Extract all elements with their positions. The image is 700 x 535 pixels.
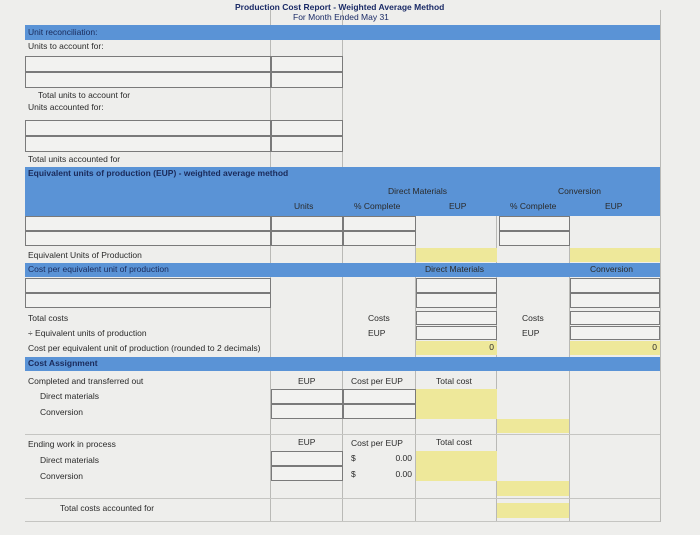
ending-dm-cost-per-eup-value: 0.00 (395, 453, 412, 463)
conversion-header: Conversion (558, 186, 601, 196)
eup-heading: Equivalent units of production (EUP) - weighted average method (28, 168, 289, 178)
unit-reconciliation-heading: Unit reconciliation: (28, 27, 98, 37)
cost-row2-conv-input[interactable] (570, 293, 660, 308)
ending-total-cost-header: Total cost (436, 437, 472, 447)
completed-conv-total-yellow (416, 404, 497, 419)
completed-conv-eup-input[interactable] (271, 404, 343, 419)
conv-eup-label: EUP (522, 328, 540, 338)
ending-conv-eup-input[interactable] (271, 466, 343, 481)
conv-costs-label: Costs (522, 313, 544, 323)
row-separator (25, 498, 660, 499)
eup-row1-label-input[interactable] (25, 216, 271, 231)
ending-dm-eup-input[interactable] (271, 451, 343, 466)
completed-conv-cost-per-eup-input[interactable] (343, 404, 416, 419)
ending-conv-dollar: $ (351, 469, 356, 479)
conv-cost-per-eup-value: 0 (652, 342, 657, 352)
eup-row2-conv-pct-input[interactable] (499, 231, 570, 246)
report-title: Production Cost Report - Weighted Average Method (235, 2, 445, 12)
ending-wip-label: Ending work in process (28, 439, 116, 449)
completed-total-yellow (497, 419, 569, 433)
total-costs-accounted-for-label: Total costs accounted for (60, 503, 155, 513)
conv-eup-divisor-input[interactable] (570, 326, 660, 340)
units-accounted-for-label: Units accounted for: (28, 102, 104, 112)
total-costs-accounted-yellow (497, 503, 569, 518)
ending-dm-total-yellow (416, 451, 497, 466)
direct-materials-header: Direct Materials (388, 186, 448, 196)
completed-dm-cost-per-eup-input[interactable] (343, 389, 416, 404)
ending-dm-label: Direct materials (40, 455, 100, 465)
row-separator (25, 521, 660, 522)
conv-eup-total-yellow (570, 248, 660, 262)
ending-dm-dollar: $ (351, 453, 356, 463)
report-subtitle: For Month Ended May 31 (293, 12, 389, 22)
ending-conv-label: Conversion (40, 471, 83, 481)
ending-eup-header: EUP (298, 437, 316, 447)
conv-eup-header: EUP (605, 201, 623, 211)
completed-dm-label: Direct materials (40, 391, 100, 401)
eup-row2-units-input[interactable] (271, 231, 343, 246)
ending-conv-cost-per-eup-value: 0.00 (395, 469, 412, 479)
eup-row2-dm-pct-input[interactable] (343, 231, 416, 246)
cost-assignment-heading: Cost Assignment (28, 358, 98, 368)
row-separator (25, 434, 660, 435)
conv-pct-complete-header: % Complete (510, 201, 557, 211)
conv-total-costs-input[interactable] (570, 311, 660, 325)
cost-row1-dm-input[interactable] (416, 278, 497, 293)
dm-cost-per-eup-value: 0 (489, 342, 494, 352)
units-accounted-for-row2-units-input[interactable] (271, 136, 343, 152)
eup-row2-label-input[interactable] (25, 231, 271, 246)
dm-total-costs-input[interactable] (416, 311, 497, 325)
completed-total-cost-header: Total cost (436, 376, 472, 386)
units-to-account-for-row1-units-input[interactable] (271, 56, 343, 72)
dm-pct-complete-header: % Complete (354, 201, 401, 211)
dm-costs-label: Costs (368, 313, 390, 323)
units-to-account-for-label: Units to account for: (28, 41, 104, 51)
cost-row2-label-input[interactable] (25, 293, 271, 308)
completed-conv-label: Conversion (40, 407, 83, 417)
dm-eup-divisor-input[interactable] (416, 326, 497, 340)
units-column-header: Units (294, 201, 314, 211)
units-accounted-for-row1-label-input[interactable] (25, 120, 271, 136)
dm-eup-header: EUP (449, 201, 467, 211)
eup-row1-units-input[interactable] (271, 216, 343, 231)
equivalent-units-of-production-label: Equivalent Units of Production (28, 250, 142, 260)
cost-per-eup-rounded-label: Cost per equivalent unit of production (rounded to 2 decimals) (28, 343, 261, 353)
grid-line (660, 10, 661, 522)
units-accounted-for-row1-units-input[interactable] (271, 120, 343, 136)
completed-cost-per-eup-header: Cost per EUP (351, 376, 403, 386)
eup-row1-dm-pct-input[interactable] (343, 216, 416, 231)
total-units-accounted-for-label: Total units accounted for (28, 154, 121, 164)
total-costs-label: Total costs (28, 313, 69, 323)
header-band (25, 25, 660, 40)
cost-per-eup-dm-label: Direct Materials (425, 264, 485, 274)
total-units-to-account-for-label: Total units to account for (38, 90, 131, 100)
dm-eup-label: EUP (368, 328, 386, 338)
cost-row2-dm-input[interactable] (416, 293, 497, 308)
ending-cost-per-eup-header: Cost per EUP (351, 438, 403, 448)
cost-row1-label-input[interactable] (25, 278, 271, 293)
completed-transferred-out-label: Completed and transferred out (28, 376, 144, 386)
units-to-account-for-row2-units-input[interactable] (271, 72, 343, 88)
units-accounted-for-row2-label-input[interactable] (25, 136, 271, 152)
units-to-account-for-row1-label-input[interactable] (25, 56, 271, 72)
dm-eup-total-yellow (416, 248, 497, 262)
eup-row1-conv-pct-input[interactable] (499, 216, 570, 231)
completed-eup-header: EUP (298, 376, 316, 386)
cost-assignment-band (25, 357, 660, 371)
divided-eup-label: ÷ Equivalent units of production (28, 328, 147, 338)
completed-dm-eup-input[interactable] (271, 389, 343, 404)
units-to-account-for-row2-label-input[interactable] (25, 72, 271, 88)
cost-row1-conv-input[interactable] (570, 278, 660, 293)
ending-conv-total-yellow (416, 466, 497, 481)
cost-per-eup-heading: Cost per equivalent unit of production (28, 264, 169, 274)
ending-total-yellow (497, 481, 569, 496)
completed-dm-total-yellow (416, 389, 497, 404)
cost-per-eup-conv-label: Conversion (590, 264, 633, 274)
